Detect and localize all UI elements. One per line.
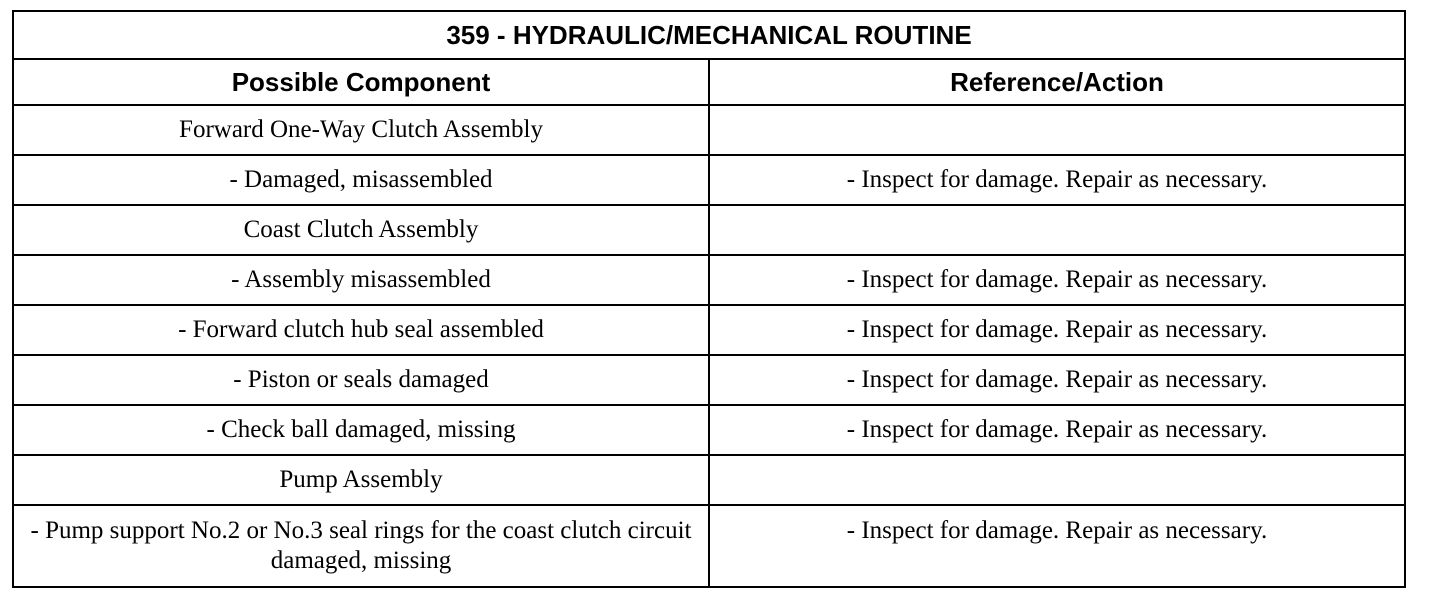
table-row (13, 205, 1405, 255)
table-row (13, 355, 1405, 405)
component-cell: - Piston or seals damaged (13, 355, 709, 405)
table-row (13, 455, 1405, 505)
component-cell: - Forward clutch hub seal assembled (13, 305, 709, 355)
action-cell: - Inspect for damage. Repair as necessary. (709, 155, 1405, 205)
hydraulic-mechanical-routine-table (12, 10, 1406, 588)
table-row (13, 305, 1405, 355)
action-cell (709, 105, 1405, 155)
table-row (13, 105, 1405, 155)
action-cell: - Inspect for damage. Repair as necessary. (709, 305, 1405, 355)
table-row (13, 405, 1405, 455)
action-cell: - Inspect for damage. Repair as necessary. (709, 355, 1405, 405)
header-possible-component: Possible Component (13, 59, 709, 105)
table-row (13, 155, 1405, 205)
table-header-row (13, 59, 1405, 105)
component-cell: - Assembly misassembled (13, 255, 709, 305)
component-cell: - Pump support No.2 or No.3 seal rings for the coast clutch circuit damaged, missing (13, 505, 709, 587)
action-cell (709, 455, 1405, 505)
component-cell: Pump Assembly (13, 455, 709, 505)
component-cell: Coast Clutch Assembly (13, 205, 709, 255)
component-cell: - Damaged, misassembled (13, 155, 709, 205)
header-reference-action: Reference/Action (709, 59, 1405, 105)
table-row (13, 505, 1405, 587)
table-title: 359 - HYDRAULIC/MECHANICAL ROUTINE (13, 11, 1405, 59)
table-title-row (13, 11, 1405, 59)
table-row (13, 255, 1405, 305)
component-cell: - Check ball damaged, missing (13, 405, 709, 455)
action-cell: - Inspect for damage. Repair as necessary. (709, 405, 1405, 455)
action-cell: - Inspect for damage. Repair as necessary. (709, 505, 1405, 587)
component-cell: Forward One-Way Clutch Assembly (13, 105, 709, 155)
action-cell: - Inspect for damage. Repair as necessary. (709, 255, 1405, 305)
action-cell (709, 205, 1405, 255)
